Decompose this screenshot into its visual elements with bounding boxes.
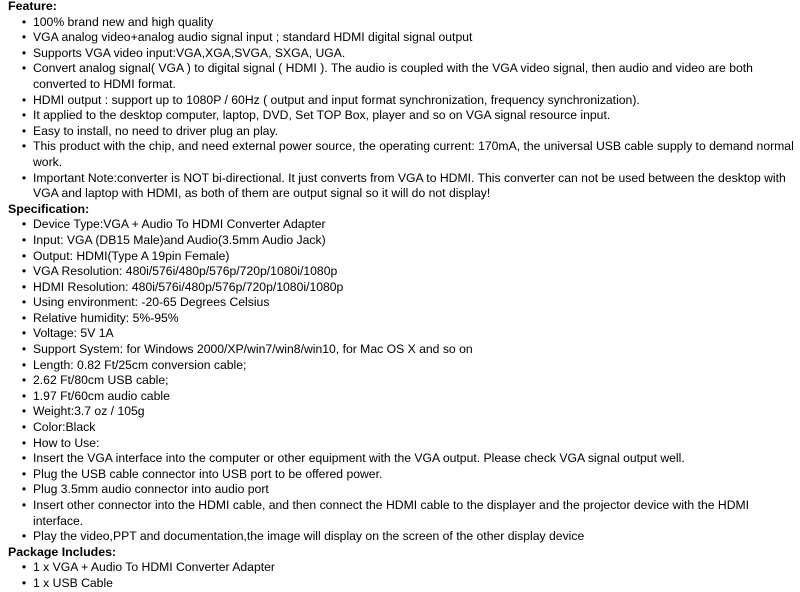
list-item-text: Length: 0.82 Ft/25cm conversion cable; <box>33 357 247 372</box>
bullet-icon: • <box>21 30 27 45</box>
bullet-icon: • <box>21 498 27 512</box>
list-item-text: Play the video,PPT and documentation,the image will display on the screen of the other display device <box>33 529 585 544</box>
list-item <box>21 279 794 296</box>
list-item <box>21 217 794 233</box>
list-item-text: Insert the VGA interface into the computer or other equipment with the VGA output. Please check VGA signal output well. <box>33 451 685 466</box>
bullet-icon: • <box>21 388 27 403</box>
list-item <box>21 482 794 498</box>
list-item <box>21 373 794 389</box>
list-item-text: Voltage: 5V 1A <box>33 326 114 341</box>
bullet-icon: • <box>21 217 27 232</box>
list-item <box>21 92 794 109</box>
list-item <box>21 326 794 342</box>
list-item-text: Plug 3.5mm audio connector into audio port <box>33 482 269 497</box>
list-item <box>21 232 794 249</box>
list-item-text: Relative humidity: 5%-95% <box>33 310 179 325</box>
list-item-text: Using environment: -20-65 Degrees Celsius <box>33 295 270 310</box>
list-item-text: This product with the chip, and need external power source, the operating current: 170mA, the universal USB cable supply to demand normal work. <box>33 139 794 169</box>
bullet-icon: • <box>21 92 27 107</box>
bullet-icon: • <box>21 264 27 279</box>
package-list <box>8 560 794 591</box>
bullet-icon: • <box>21 61 27 76</box>
list-item-text: Support System: for Windows 2000/XP/win7/win8/win10, for Mac OS X and so on <box>33 342 473 357</box>
list-item <box>21 170 794 202</box>
list-item-text: Easy to install, no need to driver plug an play. <box>33 123 279 138</box>
list-item <box>21 466 794 483</box>
list-item-text: Input: VGA (DB15 Male)and Audio(3.5mm Audio Jack) <box>33 232 326 247</box>
list-item-text: Supports VGA video input:VGA,XGA,SVGA, SXGA, UGA. <box>33 45 346 60</box>
list-item <box>21 529 794 545</box>
bullet-icon: • <box>21 420 27 435</box>
list-item-text: Weight:3.7 oz / 105g <box>33 404 145 419</box>
list-item-text: 1 x VGA + Audio To HDMI Converter Adapter <box>33 560 275 575</box>
bullet-icon: • <box>21 342 27 357</box>
list-item-text: Plug the USB cable connector into USB port to be offered power. <box>33 466 383 481</box>
list-item-text: How to Use: <box>33 435 100 450</box>
list-item <box>21 404 794 420</box>
bullet-icon: • <box>21 404 27 419</box>
list-item-text: Important Note:converter is NOT bi-directional. It just converts from VGA to HDMI. This converter can not be used between the desktop with VGA and laptop with HDMI, as both of them are output signal so it will do not display! <box>33 170 786 201</box>
list-item-text: Insert other connector into the HDMI cable, and then connect the HDMI cable to the displayer and the projector device with the HDMI interface. <box>33 498 750 528</box>
bullet-icon: • <box>21 279 27 294</box>
specification-list <box>8 217 794 544</box>
bullet-icon: • <box>21 232 27 247</box>
list-item-text: VGA Resolution: 480i/576i/480p/576p/720p/1080i/1080p <box>33 264 338 279</box>
bullet-icon: • <box>21 248 27 263</box>
bullet-icon: • <box>21 295 27 310</box>
bullet-icon: • <box>21 451 27 466</box>
list-item <box>21 123 794 140</box>
list-item-text: HDMI Resolution: 480i/576i/480p/576p/720p/1080i/1080p <box>33 279 344 294</box>
list-item <box>21 560 794 576</box>
list-item <box>21 248 794 265</box>
bullet-icon: • <box>21 466 27 481</box>
bullet-icon: • <box>21 170 27 185</box>
feature-list <box>8 15 794 202</box>
list-item <box>21 108 794 124</box>
list-item <box>21 498 794 529</box>
list-item <box>21 30 794 46</box>
list-item-text: Device Type:VGA + Audio To HDMI Converter Adapter <box>33 217 326 232</box>
bullet-icon: • <box>21 482 27 497</box>
list-item <box>21 264 794 280</box>
list-item <box>21 451 794 467</box>
bullet-icon: • <box>21 575 27 590</box>
list-item <box>21 575 794 592</box>
list-item <box>21 357 794 374</box>
bullet-icon: • <box>21 357 27 372</box>
bullet-icon: • <box>21 529 27 544</box>
list-item-text: VGA analog video+analog audio signal input ; standard HDMI digital signal output <box>33 30 473 45</box>
bullet-icon: • <box>21 123 27 138</box>
list-item <box>21 420 794 436</box>
list-item-text: 100% brand new and high quality <box>33 14 214 29</box>
bullet-icon: • <box>21 373 27 388</box>
list-item <box>21 388 794 405</box>
list-item-text: 1 x USB Cable <box>33 575 113 590</box>
feature-heading: Feature: <box>8 0 57 13</box>
list-item-text: Output: HDMI(Type A 19pin Female) <box>33 248 230 263</box>
list-item-text: It applied to the desktop computer, laptop, DVD, Set TOP Box, player and so on VGA signal resource input. <box>33 108 611 123</box>
bullet-icon: • <box>21 435 27 450</box>
list-item <box>21 435 794 452</box>
list-item-text: Convert analog signal( VGA ) to digital signal ( HDMI ). The audio is coupled with the VGA video signal, then audio and video are both converted to HDMI format. <box>33 61 753 91</box>
list-item <box>21 310 794 327</box>
list-item <box>21 61 794 92</box>
specification-heading: Specification: <box>8 201 90 216</box>
list-item-text: Color:Black <box>33 420 96 435</box>
bullet-icon: • <box>21 108 27 123</box>
list-item-text: 1.97 Ft/60cm audio cable <box>33 388 170 403</box>
list-item <box>21 139 794 170</box>
list-item <box>21 45 794 62</box>
bullet-icon: • <box>21 14 27 29</box>
bullet-icon: • <box>21 310 27 325</box>
list-item-text: HDMI output : support up to 1080P / 60Hz ( output and input format synchronization, frequency synchronization). <box>33 92 640 107</box>
feature-section <box>8 0 794 202</box>
product-description <box>8 0 794 592</box>
list-item <box>21 295 794 311</box>
package-heading: Package Includes: <box>8 544 117 559</box>
bullet-icon: • <box>21 326 27 341</box>
bullet-icon: • <box>21 139 27 154</box>
list-item <box>21 342 794 358</box>
list-item-text: 2.62 Ft/80cm USB cable; <box>33 373 169 388</box>
list-item <box>21 14 794 31</box>
specification-section <box>8 202 794 545</box>
bullet-icon: • <box>21 45 27 60</box>
bullet-icon: • <box>21 560 27 575</box>
